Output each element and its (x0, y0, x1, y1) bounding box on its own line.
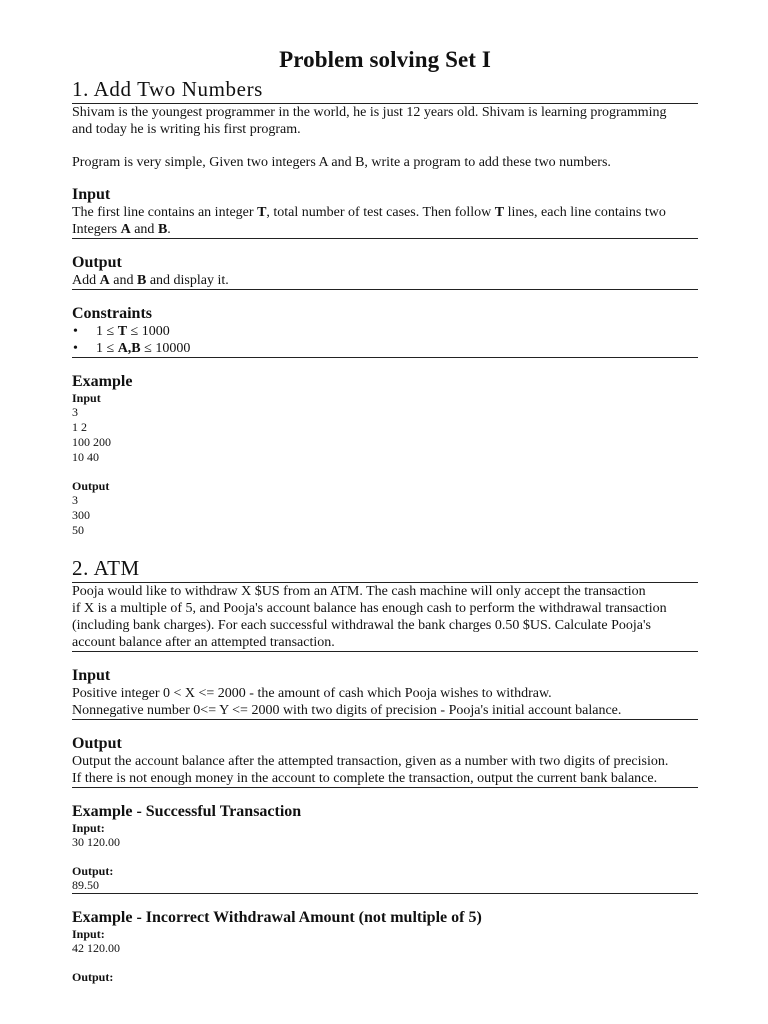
output-description: Output the account balance after the attempted transaction, given as a number with two digits of precision. (72, 754, 669, 769)
example-output-line: 300 (72, 508, 90, 522)
output-description: If there is not enough money in the account to complete the transaction, output the current bank balance. (72, 771, 658, 786)
output-heading: Output (72, 254, 122, 271)
example-output-label: Output: (72, 864, 114, 878)
input-heading: Input (72, 186, 111, 203)
bullet-icon: • (73, 324, 78, 339)
intro-line: Pooja would like to withdraw X $US from an ATM. The cash machine will only accept the transaction (72, 584, 646, 599)
example-heading: Example (72, 373, 133, 390)
example-input-line: 1 2 (72, 420, 87, 434)
document-title: Problem solving Set I (279, 47, 491, 72)
intro-line: if X is a multiple of 5, and Pooja's account balance has enough cash to perform the withdrawal transaction (72, 601, 667, 616)
example-heading: Example - Successful Transaction (72, 803, 302, 820)
constraint-item: • 1 ≤ A,B ≤ 10000 (73, 341, 191, 356)
bullet-icon: • (73, 341, 78, 356)
example-output-line: 89.50 (72, 878, 99, 892)
example-input-label: Input: (72, 821, 105, 835)
example-input-label: Input: (72, 927, 105, 941)
example-input-label: Input (72, 391, 101, 405)
output-description: Add A and B and display it. (72, 273, 229, 288)
constraints-heading: Constraints (72, 305, 153, 322)
example-input-line: 100 200 (72, 435, 111, 449)
example-output-label: Output: (72, 970, 114, 984)
problem-2-example-2 (72, 908, 698, 984)
output-heading: Output (72, 735, 122, 752)
example-output-line: 3 (72, 493, 78, 507)
constraints-list (72, 323, 698, 358)
example-input-line: 30 120.00 (72, 835, 120, 849)
intro-line: (including bank charges). For each successful withdrawal the bank charges 0.50 $US. Calculate Pooja's (72, 618, 651, 633)
problem-2-input-section (72, 666, 698, 720)
problem-1-example-section (72, 372, 698, 538)
example-input-line: 42 120.00 (72, 941, 120, 955)
input-description: The first line contains an integer T, total number of test cases. Then follow T lines, each line contains two (72, 205, 666, 220)
intro-line: and today he is writing his first program. (72, 122, 301, 137)
problem-2-heading: 2. ATM (72, 556, 698, 583)
document-page (72, 0, 698, 984)
problem-1-output-section (72, 253, 698, 290)
example-heading: Example - Incorrect Withdrawal Amount (not multiple of 5) (72, 909, 482, 926)
problem-1-input-section (72, 185, 698, 239)
problem-1-constraints-section (72, 304, 698, 358)
problem-2-example-1 (72, 802, 698, 894)
input-heading: Input (72, 667, 111, 684)
problem-1-intro (72, 104, 698, 171)
input-description: Integers A and B. (72, 222, 171, 237)
intro-line: Shivam is the youngest programmer in the world, he is just 12 years old. Shivam is learning programming (72, 105, 667, 120)
problem-2-output-section (72, 734, 698, 788)
input-description: Nonnegative number 0<= Y <= 2000 with two digits of precision - Pooja's initial account balance. (72, 703, 622, 718)
example-input-line: 10 40 (72, 450, 99, 464)
input-description: Positive integer 0 < X <= 2000 - the amount of cash which Pooja wishes to withdraw. (72, 686, 552, 701)
constraint-item: • 1 ≤ T ≤ 1000 (73, 324, 170, 339)
intro-line: Program is very simple, Given two integers A and B, write a program to add these two numbers. (72, 155, 611, 170)
example-output-label: Output (72, 479, 110, 493)
example-output-line: 50 (72, 523, 84, 537)
intro-line: account balance after an attempted transaction. (72, 635, 335, 650)
problem-1-heading: 1. Add Two Numbers (72, 77, 698, 104)
problem-2-intro (72, 583, 698, 652)
example-input-line: 3 (72, 405, 78, 419)
